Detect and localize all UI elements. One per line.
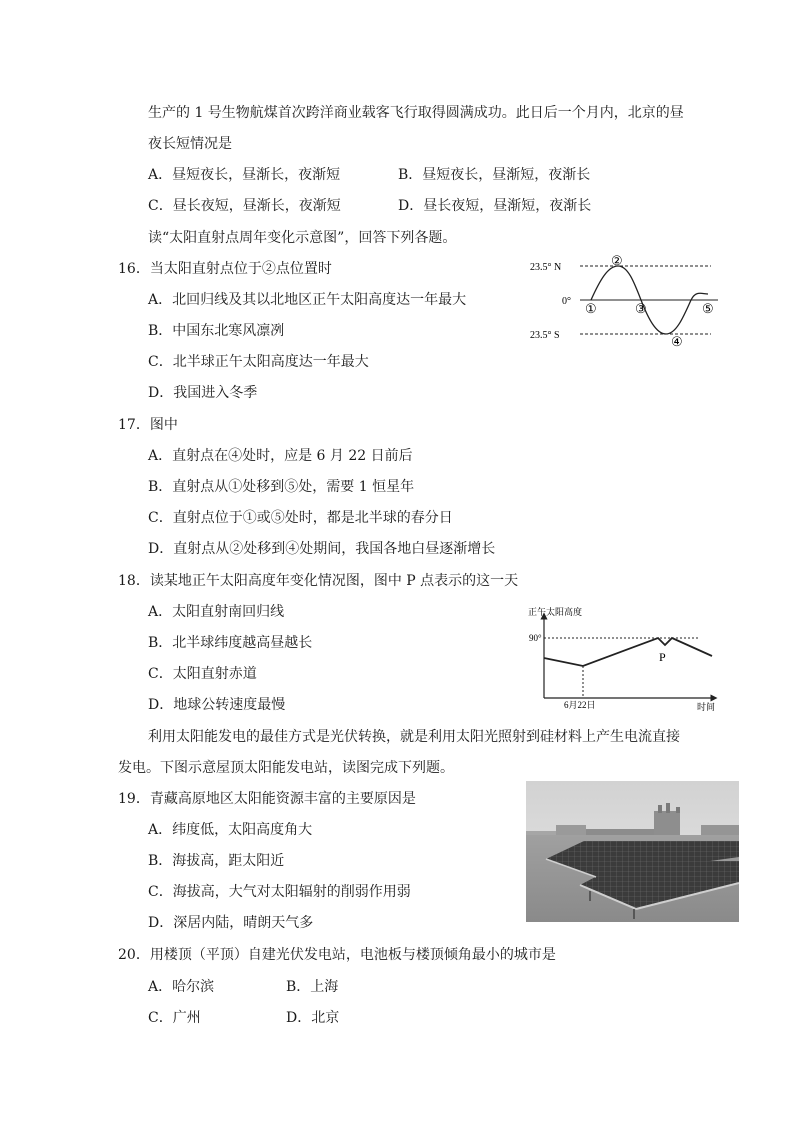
read-instruction: 读“太阳直射点周年变化示意图”，回答下列各题。 xyxy=(148,230,457,246)
q18-option-c: C．太阳直射赤道 xyxy=(148,666,257,682)
q19-stem: 19．青藏高原地区太阳能资源丰富的主要原因是 xyxy=(118,791,416,807)
q17-option-c: C．直射点位于①或⑤处时，都是北半球的春分日 xyxy=(148,510,453,526)
point-2: ② xyxy=(611,253,623,268)
lat-n-label: 23.5° N xyxy=(530,262,562,273)
q17-option-b: B．直射点从①处移到⑤处，需要 1 恒星年 xyxy=(148,479,415,495)
q20-option-d: D．北京 xyxy=(286,1010,340,1026)
q18-option-d: D．地球公转速度最慢 xyxy=(148,697,286,713)
q20-option-a: A．哈尔滨 xyxy=(148,979,215,995)
x-axis-label: 时间 xyxy=(697,702,716,712)
q16-option-c: C．北半球正午太阳高度达一年最大 xyxy=(148,354,369,370)
date-label: 6月22日 xyxy=(564,700,596,710)
subsolar-migration-diagram xyxy=(528,252,728,348)
q17-option-d: D．直射点从②处移到④处期间，我国各地白昼逐渐增长 xyxy=(148,541,496,557)
q15-option-c: C．昼长夜短，昼渐长，夜渐短 xyxy=(148,198,341,214)
intro-line-2: 夜长短情况是 xyxy=(148,136,232,152)
q19-option-a: A．纬度低，太阳高度角大 xyxy=(148,822,313,838)
q16-option-a: A．北回归线及其以北地区正午太阳高度达一年最大 xyxy=(148,292,467,308)
q18-option-a: A．太阳直射南回归线 xyxy=(148,604,285,620)
lat-0-label: 0° xyxy=(562,296,571,307)
y-axis-label: 正午太阳高度 xyxy=(528,607,583,617)
q20-option-c: C．广州 xyxy=(148,1010,201,1026)
q16-stem: 16．当太阳直射点位于②点位置时 xyxy=(118,261,332,277)
q17-option-a: A．直射点在④处时，应是 6 月 22 日前后 xyxy=(148,448,413,464)
q20-option-b: B．上海 xyxy=(286,979,339,995)
q19-option-b: B．海拔高，距太阳近 xyxy=(148,853,285,869)
lat-s-label: 23.5° S xyxy=(530,330,560,341)
q20-stem: 20．用楼顶（平顶）自建光伏发电站，电池板与楼顶倾角最小的城市是 xyxy=(118,947,556,963)
passage-line-1: 利用太阳能发电的最佳方式是光伏转换，就是利用太阳光照射到硅材料上产生电流直接 xyxy=(148,729,680,745)
q17-stem: 17．图中 xyxy=(118,417,178,433)
point-1: ① xyxy=(585,301,597,316)
q19-option-c: C．海拔高，大气对太阳辐射的削弱作用弱 xyxy=(148,884,411,900)
q18-stem: 18．读某地正午太阳高度年变化情况图，图中 P 点表示的这一天 xyxy=(118,573,519,589)
q15-option-b: B．昼短夜长，昼渐短，夜渐长 xyxy=(398,167,591,183)
rooftop-solar-photo xyxy=(526,781,739,922)
intro-line-1: 生产的 1 号生物航煤首次跨洋商业载客飞行取得圆满成功。此日后一个月内，北京的昼 xyxy=(148,105,684,121)
point-4: ④ xyxy=(671,334,683,348)
q18-option-b: B．北半球纬度越高昼越长 xyxy=(148,635,313,651)
point-3: ③ xyxy=(635,301,647,316)
q15-option-a: A．昼短夜长，昼渐长，夜渐短 xyxy=(148,167,341,183)
q19-option-d: D．深居内陆，晴朗天气多 xyxy=(148,915,314,931)
point-5: ⑤ xyxy=(702,301,714,316)
point-p: P xyxy=(659,650,666,664)
noon-sun-altitude-chart xyxy=(528,604,724,716)
passage-line-2: 发电。下图示意屋顶太阳能发电站，读图完成下列题。 xyxy=(118,760,454,776)
q15-option-d: D．昼长夜短，昼渐短，夜渐长 xyxy=(398,198,592,214)
altitude-curve xyxy=(544,638,712,666)
y-90-label: 90° xyxy=(529,633,542,643)
q16-option-b: B．中国东北寒风凛冽 xyxy=(148,323,285,339)
q16-option-d: D．我国进入冬季 xyxy=(148,385,258,401)
